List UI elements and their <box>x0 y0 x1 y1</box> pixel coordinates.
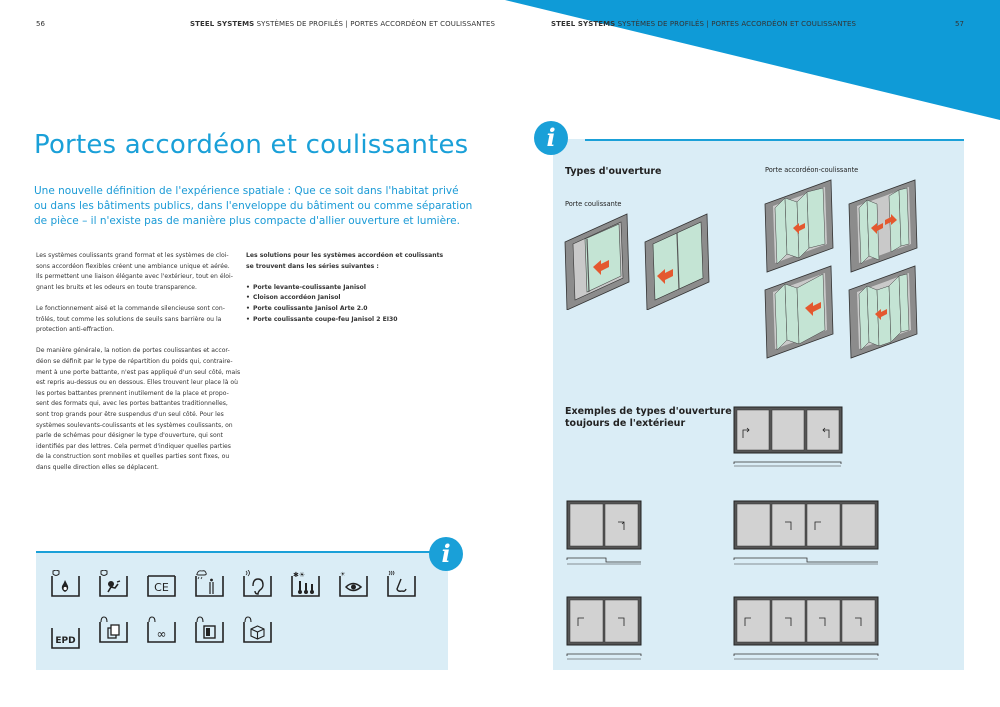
heading-line: toujours de l'extérieur <box>565 418 686 429</box>
accordion-door-illustration-3 <box>763 264 837 360</box>
body-paragraph <box>36 346 241 473</box>
accordion-door-illustration-1 <box>763 178 837 274</box>
section-label: SYSTÈMES DE PROFILÉS | PORTES ACCORDÉON ET COULISSANTES <box>615 20 857 28</box>
body-paragraph <box>36 251 236 293</box>
wind-rain-icon <box>194 570 225 598</box>
accordion-door-label: Porte accordéon-coulissante <box>765 166 859 174</box>
brand: STEEL SYSTEMS <box>190 20 255 28</box>
intro-line: de pièce – il n'existe pas de manière plus compacte d'allier ouverture et lumière. <box>34 215 460 227</box>
page-number-right: 57 <box>955 20 965 28</box>
body-line: systèmes soulevants-coulissants et les systèmes coulissants, on <box>36 421 233 429</box>
body-line: trôlés, tout comme les solutions de seuils sans barrière ou la <box>36 315 222 323</box>
opening-scheme-2-panel-b <box>566 596 642 662</box>
copy-document-icon <box>98 616 129 644</box>
sliding-door-illustration-left <box>643 212 713 310</box>
body-column-2 <box>246 251 446 325</box>
door-panel-icon <box>194 616 225 644</box>
odor-icon <box>386 570 417 598</box>
opening-scheme-4-panel-b <box>733 596 879 662</box>
list-item: • Porte levante-coulissante Janisol <box>246 283 446 294</box>
svg-text:✱☀: ✱☀ <box>293 571 306 579</box>
body-line: Les solutions pour les systèmes accordéon et coulissants <box>246 252 444 259</box>
thermal-icon <box>290 570 321 598</box>
body-line: déon se définit par le type de répartition du poids qui, contraire- <box>36 357 233 365</box>
section-label: SYSTÈMES DE PROFILÉS | PORTES ACCORDÉON ET COULISSANTES <box>254 20 496 28</box>
svg-text:☀: ☀ <box>340 571 346 578</box>
body-line: Le fonctionnement aisé et la commande silencieuse sont con- <box>36 304 225 312</box>
page-title: Portes accordéon et coulissantes <box>34 130 469 160</box>
burglar-protection-icon <box>98 570 129 598</box>
body-line: les portes battantes prennent inutilement de la place et propo- <box>36 389 229 397</box>
body-line: gnant les bruits et les odeurs en toute transparence. <box>36 283 197 291</box>
cycle-icon <box>146 616 177 644</box>
page-number-left: 56 <box>36 20 46 28</box>
series-intro <box>246 251 446 272</box>
body-line: Les systèmes coulissants grand format et les systèmes de cloi- <box>36 252 229 259</box>
info-icon: i <box>429 537 463 571</box>
body-line: De manière générale, la notion de portes coulissantes et accor- <box>36 347 230 355</box>
opening-scheme-2-panel-a <box>566 500 642 566</box>
examples-heading <box>565 406 732 430</box>
body-line: sent des formats qui, avec les portes battantes traditionnelles, <box>36 400 228 408</box>
ce-mark-icon <box>146 570 177 598</box>
light-transmission-icon <box>338 570 369 598</box>
intro-line: ou dans les bâtiments publics, dans l'enveloppe du bâtiment ou comme séparation <box>34 200 473 212</box>
body-line: de la construction sont mobiles et quelles parties sont fixes, ou <box>36 453 230 461</box>
epd-label: EPD <box>55 636 76 646</box>
list-item: • Porte coulissante Janisol Arte 2.0 <box>246 304 446 315</box>
body-line: dans quelle direction elles se déplacent. <box>36 463 159 471</box>
body-line: identifiés par des lettres. Cela permet d'indiquer quelles parties <box>36 442 231 450</box>
running-header-right <box>551 20 856 28</box>
body-paragraph <box>36 304 236 336</box>
types-heading: Types d'ouverture <box>565 166 662 177</box>
list-item: • Cloison accordéon Janisol <box>246 293 446 304</box>
svg-text:∞: ∞ <box>156 627 167 641</box>
heading-line: Exemples de types d'ouverture <box>565 406 732 417</box>
body-column-1 <box>36 251 241 484</box>
intro-paragraph <box>34 184 473 229</box>
accordion-door-illustration-4 <box>847 264 921 360</box>
svg-text:CE: CE <box>154 581 169 594</box>
fire-protection-icon <box>50 570 81 598</box>
body-line: sont trop grands pour être suspendus d'un seul côté. Pour les <box>36 410 224 418</box>
body-line: Ils permettent une liaison élégante avec l'extérieur, tout en éloi- <box>36 273 233 281</box>
panel-rule <box>36 551 431 553</box>
acoustic-icon <box>242 570 273 598</box>
body-line: parle de schémas pour désigner le type d'ouverture, qui sont <box>36 432 223 440</box>
accordion-door-illustration-2 <box>847 178 921 274</box>
epd-icon <box>50 622 81 650</box>
recycling-cube-icon <box>242 616 273 644</box>
opening-scheme-3-panel <box>733 406 843 468</box>
sliding-door-label: Porte coulissante <box>565 200 622 208</box>
certification-panel <box>36 551 448 670</box>
body-line: sons accordéon flexibles créent une ambiance unique et aérée. <box>36 262 230 270</box>
panel-rule <box>585 139 964 141</box>
list-item: • Porte coulissante coupe-feu Janisol 2 EI30 <box>246 315 446 326</box>
body-line: se trouvent dans les séries suivantes : <box>246 262 379 270</box>
opening-scheme-4-panel-a <box>733 500 879 566</box>
body-line: ment à une porte battante, n'est pas appliqué d'un seul côté, mais <box>36 368 241 376</box>
info-icon: i <box>534 121 568 155</box>
sliding-door-illustration-right <box>563 212 633 310</box>
brand: STEEL SYSTEMS <box>551 20 616 28</box>
intro-line: Une nouvelle définition de l'expérience spatiale : Que ce soit dans l'habitat privé <box>34 185 459 197</box>
body-line: protection anti-effraction. <box>36 326 115 334</box>
series-list <box>246 283 446 325</box>
body-line: est repris au-dessus ou en dessous. Elles trouvent leur place là où <box>36 379 238 387</box>
